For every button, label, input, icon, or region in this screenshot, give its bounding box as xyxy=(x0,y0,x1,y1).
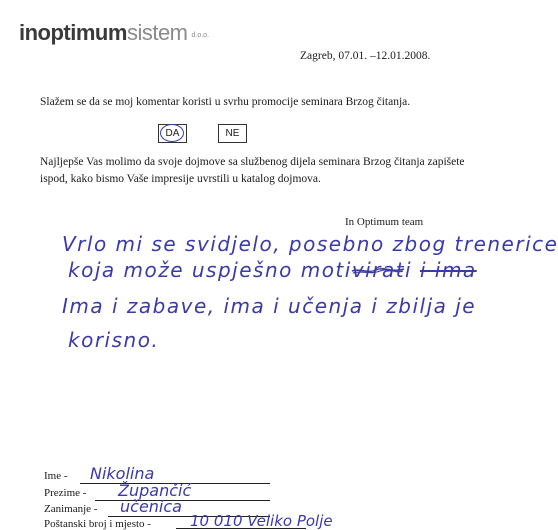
postanski-label: Poštanski broj i mjesto - xyxy=(44,518,151,530)
scribble-strike xyxy=(350,266,406,276)
document-date: Zagreb, 07.01. –12.01.2008. xyxy=(300,50,431,62)
team-signature: In Optimum team xyxy=(345,216,424,228)
company-logo xyxy=(19,20,209,46)
consent-no-box[interactable] xyxy=(218,124,247,143)
ime-label: Ime - xyxy=(44,470,68,482)
zanimanje-value[interactable]: učenica xyxy=(120,497,182,516)
comment-line-3: Ima i zabave, ima i učenja i zbilja je xyxy=(62,294,477,318)
comment-line-4: korisno. xyxy=(68,328,160,352)
zanimanje-label: Zanimanje - xyxy=(44,503,98,515)
logo-bold-text: inoptimum xyxy=(19,20,127,45)
comment-line-2 xyxy=(68,258,477,282)
comment-struck-text: i ima xyxy=(419,258,477,282)
comment-line-2-text: koja može uspješno motivirati xyxy=(68,258,413,282)
logo-suffix: d.o.o. xyxy=(191,32,210,39)
selected-mark-circle xyxy=(160,124,184,142)
logo-light-text: sistem xyxy=(126,20,188,45)
postanski-value[interactable]: 10 010 Veliko Polje xyxy=(190,512,333,530)
consent-yes-label: DA xyxy=(165,128,180,139)
consent-statement: Slažem se da se moj komentar koristi u svrhu promocije seminara Brzog čitanja. xyxy=(40,96,411,108)
request-paragraph: Najljepše Vas molimo da svoje dojmove sa službenog dijela seminara Brzog čitanja zapišete ispod, kako bismo Vaše impresije uvrstili u katalog dojmova. xyxy=(40,156,465,185)
prezime-value[interactable]: Župančić xyxy=(118,481,192,500)
prezime-label: Prezime - xyxy=(44,487,87,499)
ime-value[interactable]: Nikolina xyxy=(90,464,155,483)
consent-no-label: NE xyxy=(225,128,240,139)
comment-line-1: Vrlo mi se svidjelo, posebno zbog trenerice xyxy=(62,232,558,256)
